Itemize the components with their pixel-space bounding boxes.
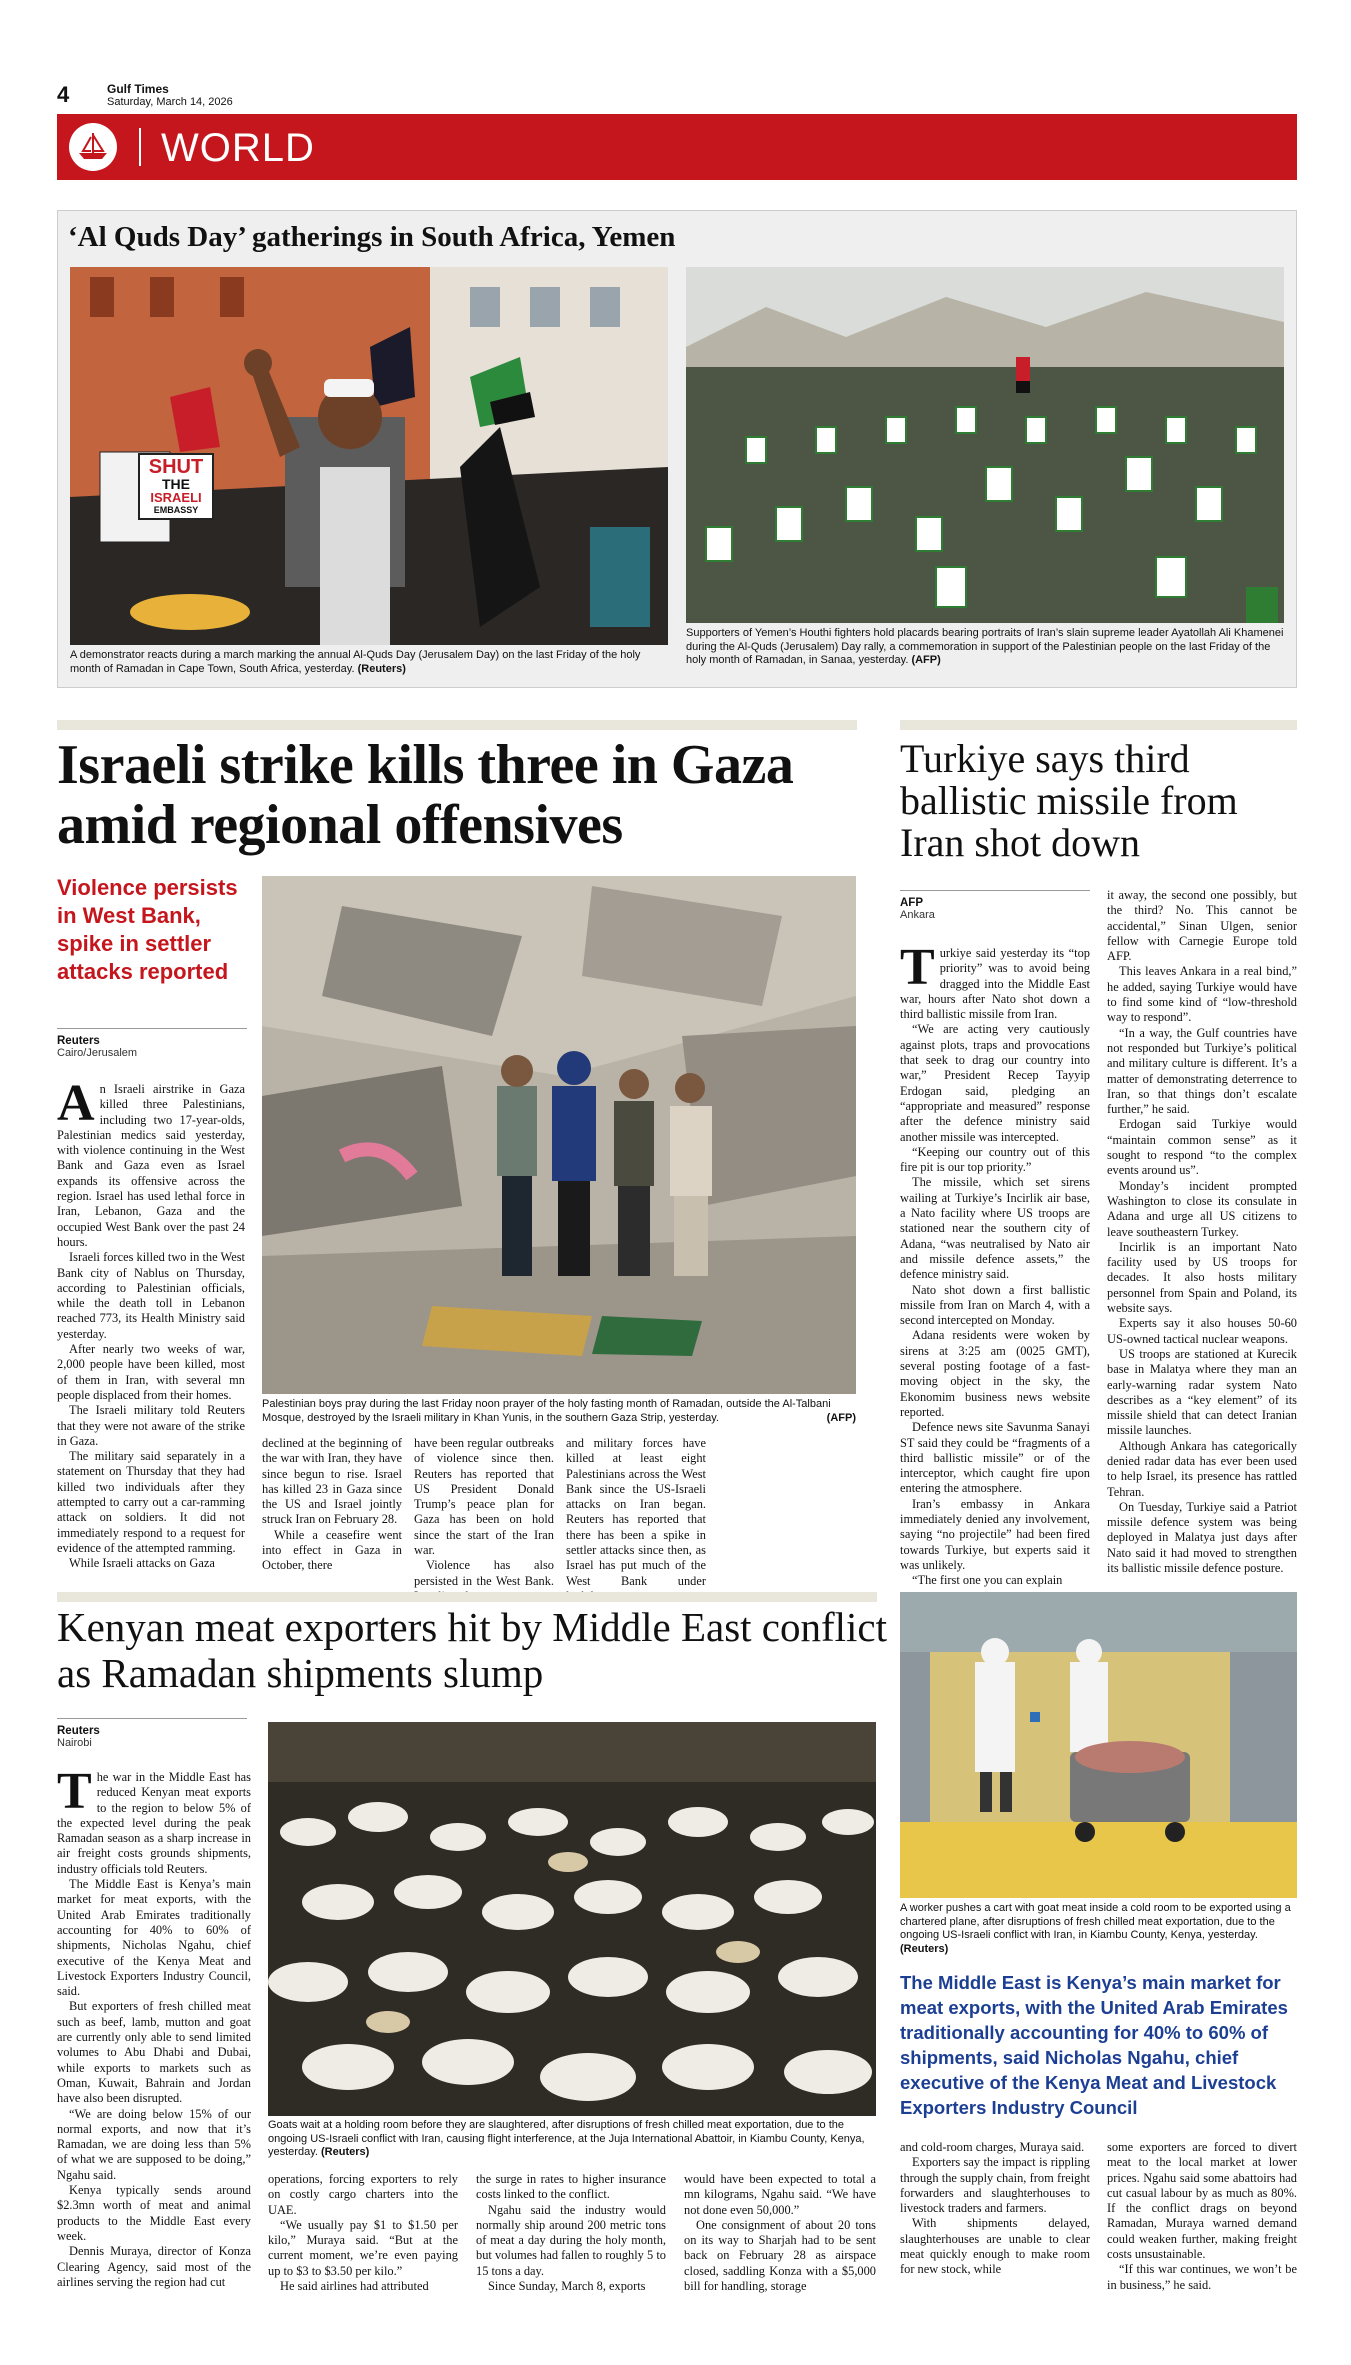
gaza-byline-name: Reuters bbox=[57, 1035, 100, 1047]
photo-cold-room-worker bbox=[900, 1592, 1297, 1898]
turkiye-c1-p6: Adana residents were woken by sirens at 3:25 am (0025 GMT), several posting footage of a fast-moving object in the sky, the Ekonomim business news website reported. bbox=[900, 1328, 1090, 1419]
right-photo-caption bbox=[686, 627, 1286, 668]
kenya-c2-p3: He said airlines had attributed bbox=[280, 2279, 429, 2294]
turkiye-c1-p7: Defence news site Savunma Sanayi ST said they could be “fragments of a third ballistic missile” or of the interceptor, which caught fire upon entering the atmosphere. bbox=[900, 1420, 1090, 1496]
side-caption-text: A worker pushes a cart with goat meat inside a cold room to be exported using a chartered plane, after disruptions of fresh chilled meat exportation, due to the ongoing US-Israeli conflict with Iran, in Kiambu County, Kenya, yesterday. bbox=[900, 1902, 1291, 1941]
kenya-c1-p5: Kenya typically sends around $2.3mn worth of meat and animal products to the Middle East every week. bbox=[57, 2183, 251, 2243]
issue-date: Saturday, March 14, 2026 bbox=[107, 96, 233, 108]
gaza-c1-p1: n Israeli airstrike in Gaza killed three Palestinians, including two 17-year-olds, Palestinian medics said yesterday, with violence continuing in the West Bank and Gaza even as Israel expands its offensive across the region. Israel has used lethal force in Iran, Lebanon, Gaza and the occupied West Bank over the past 24 hours. bbox=[57, 1082, 245, 1249]
section-title: WORLD bbox=[161, 126, 315, 170]
feature-box bbox=[57, 210, 1297, 688]
gaza-c2-p1: declined at the beginning of the war with Iran, they have since begun to rise. Israel has killed 23 in Gaza since the US and Israel jointly struck Iran on February 28. bbox=[262, 1436, 402, 1527]
kenya-c6-p1: some exporters are forced to divert meat to the local market at lower prices. Ngahu said some abattoirs had cut casual labour by as much as 80%. If the conflict drags on beyond Ramadan, Muraya warned demand could weaken further, making freight costs unsustainable. bbox=[1107, 2140, 1297, 2262]
turkiye-c1-p8: Iran’s embassy in Ankara immediately denied any involvement, saying “no projectile” had been fired towards Turkiye, but experts said it was unlikely. bbox=[900, 1496, 1090, 1572]
kenya-c1-p6: Dennis Muraya, director of Konza Clearing Agency, said most of the airlines serving the region had cut bbox=[57, 2244, 251, 2289]
gaza-c1-p5: The military said separately in a statement on Thursday that they had killed two individuals after they attempted to carry out a car-ramming attack on soldiers. It did not immediately respond to a request for evidence of the attempted ramming. bbox=[57, 1449, 245, 1555]
turkiye-c2-p3: “In a way, the Gulf countries have not responded but Turkiye’s political and military culture is different. It’s a matter of demonstrating deterrence to Iran, so that things don’t escalate further,” he said. bbox=[1107, 1025, 1297, 1117]
kenya-dateline: Nairobi bbox=[57, 1737, 92, 1749]
kenya-column-3 bbox=[476, 2172, 666, 2294]
turkiye-c2-p2: This leaves Ankara in a real bind,” he added, saying Turkiye would have to find some kind of “low-threshold way to respond”. bbox=[1107, 964, 1297, 1025]
kenya-column-2 bbox=[268, 2172, 458, 2294]
page-header bbox=[57, 82, 1297, 112]
sign-word-israeli: ISRAELI bbox=[150, 490, 202, 505]
gaza-photo-caption bbox=[262, 1398, 856, 1425]
turkiye-column-2 bbox=[1107, 888, 1297, 1576]
turkiye-c1-p9: “The first one you can explain bbox=[912, 1573, 1063, 1588]
side-caption-credit: (Reuters) bbox=[900, 1942, 949, 1955]
paper-name: Gulf Times bbox=[107, 82, 169, 96]
turkiye-c1-p1: urkiye said yesterday its “top priority” was to avoid being dragged into the Middle East war, hours after Nato shot down a third ballistic missile from Iran. bbox=[900, 946, 1090, 1022]
kenya-c2-p1: operations, forcing exporters to rely on costly cargo charters into the UAE. bbox=[268, 2172, 458, 2217]
gaza-byline bbox=[57, 1028, 247, 1059]
kenya-byline bbox=[57, 1718, 247, 1749]
kenya-c1-p2: The Middle East is Kenya’s main market for meat exports, with the United Arab Emirates traditionally accounting for 40% to 60% of shipments, Nicholas Ngahu, chief executive of the Kenya Meat and Livestock Exporters Industry Council, said. bbox=[57, 1877, 251, 1999]
kenya-c6-p2: “If this war continues, we won’t be in business,” he said. bbox=[1107, 2262, 1297, 2292]
kenya-c4-p2: One consignment of about 20 tons on its way to Sharjah had to be sent back on February 28 as airspace closed, saddling Konza with a $5,000 bill for handling, storage bbox=[684, 2217, 876, 2294]
kenya-dropcap: T bbox=[57, 1763, 92, 1820]
kenya-c1-p3: But exporters of fresh chilled meat such as beef, lamb, mutton and goat are currently only able to send limited volumes to Abu Dhabi and Dubai, while exports to markets such as Oman, Kuwait, Bahrain and Jordan have also been disrupted. bbox=[57, 1999, 251, 2106]
kenya-pullquote: The Middle East is Kenya’s main market for meat exports, with the United Arab Emirates traditionally accounting for 40% to 60% of shipments, said Nicholas Ngahu, chief executive of the Kenya Meat and Livestock Exporters Industry Council bbox=[900, 1972, 1288, 2118]
kenya-byline-name: Reuters bbox=[57, 1725, 100, 1737]
turkiye-byline bbox=[900, 890, 1090, 921]
turkiye-c1-p2: “We are acting very cautiously against plots, traps and provocations that seek to drag our country into war,” President Recep Tayyip Erdogan said, pledging an “appropriate and measured” response after the defence ministry said another missile was intercepted. bbox=[900, 1022, 1090, 1144]
turkiye-c2-p9: Although Ankara has categorically denied radar data has ever been used to help Israel, its presence has rattled Tehran. bbox=[1107, 1438, 1297, 1499]
turkiye-c2-p7: Experts say it also houses 50-60 US-owned tactical nuclear weapons. bbox=[1107, 1316, 1297, 1346]
gaza-column-2 bbox=[262, 1436, 402, 1574]
gaza-c1-p3: After nearly two weeks of war, 2,000 people have been killed, most of them in Iran, with several mn people displaced from their homes. bbox=[57, 1342, 245, 1402]
sign-word-shut: SHUT bbox=[148, 456, 204, 478]
page-number: 4 bbox=[57, 82, 70, 107]
turkiye-c2-p5: Monday’s incident prompted Washington to close its consulate in Adana and urge all US citizens to leave southeastern Turkey. bbox=[1107, 1178, 1297, 1239]
gaza-top-rule bbox=[57, 720, 857, 730]
kenya-photo-caption bbox=[268, 2119, 876, 2160]
gaza-c2-p2: While a ceasefire went into effect in Gaza in October, there bbox=[262, 1527, 402, 1573]
right-caption-text: Supporters of Yemen’s Houthi fighters hold placards bearing portraits of Iran’s slain supreme leader Ayatollah Ali Khamenei during the Al-Quds (Jerusalem) Day rally, a commemoration in support of the Palestinian people on the last Friday of the holy month of Ramadan, in Sanaa, yesterday. bbox=[686, 627, 1284, 666]
dhow-logo-icon bbox=[69, 123, 117, 171]
gaza-caption-text: Palestinian boys pray during the last Friday noon prayer of the holy fasting month of Ramadan, outside the Al-Talbani Mosque, destroyed by the Israeli military in Khan Yunis, in the southern Gaza Strip, yesterday. bbox=[262, 1398, 831, 1424]
kenya-caption-text: Goats wait at a holding room before they are slaughtered, after disruptions of fresh chilled meat exportation, due to the ongoing US-Israeli conflict with Iran, causing flight interference, at the Juja International Abattoir, in Kiambu County, Kenya, yesterday. bbox=[268, 2119, 865, 2158]
kenya-c5-p3: With shipments delayed, slaughterhouses are unable to clear meat quickly enough to make room for new stock, while bbox=[900, 2216, 1090, 2277]
turkiye-c1-p4: The missile, which set sirens wailing at Turkiye’s Incirlik air base, a Nato facility where US troops are stationed near the southern city of Adana, “was neutralised by Nato air and missile defence assets,” the defence ministry said. bbox=[900, 1175, 1090, 1282]
turkiye-top-rule bbox=[900, 720, 1297, 730]
gaza-c3-p1: have been regular outbreaks of violence since then. Reuters has reported that US President Donald Trump’s peace plan for Gaza has been on hold since the start of the Iran war. bbox=[414, 1436, 554, 1558]
gaza-c1-p6: While Israeli attacks on Gaza bbox=[69, 1556, 215, 1571]
gaza-column-1 bbox=[57, 1075, 245, 1572]
right-caption-credit: (AFP) bbox=[911, 654, 941, 666]
photo-sanaa-rally bbox=[686, 267, 1284, 623]
kenya-caption-credit: (Reuters) bbox=[321, 2146, 370, 2158]
section-banner bbox=[57, 114, 1297, 180]
gaza-subhead: Violence persists in West Bank, spike in settler attacks reported bbox=[57, 875, 238, 984]
gaza-c3-p2: Violence has also persisted in the West Bank. bbox=[414, 1558, 554, 1588]
section-divider bbox=[139, 128, 141, 166]
gaza-c4-p1: and military forces have killed at least eight Palestinians across the West Bank since the US-Israeli attacks on Iran began. Reuters has reported that there has been a spike in settler attacks since then, as Israel has put much of the West Bank under bbox=[566, 1436, 706, 1588]
gaza-column-4 bbox=[566, 1436, 706, 1604]
turkiye-dateline: Ankara bbox=[900, 909, 935, 921]
kenya-c1-p4: “We are doing below 15% of our normal exports, and now that it’s Ramadan, we are doing less than 5% of what we are supposed to be doing,” Ngahu said. bbox=[57, 2106, 251, 2182]
left-caption-text: A demonstrator reacts during a march marking the annual Al-Quds Day (Jerusalem Day) on the last Friday of the holy month of Ramadan in Cape Town, South Africa, yesterday. bbox=[70, 649, 641, 675]
left-photo-caption bbox=[70, 649, 670, 676]
feature-headline: ‘Al Quds Day’ gatherings in South Africa, Yemen bbox=[68, 221, 676, 253]
kenya-column-6 bbox=[1107, 2140, 1297, 2293]
turkiye-c2-p1: it away, the second one possibly, but the third? No. This cannot be accidental,” Sinan Ulgen, senior fellow with Carnegie Europe told AFP. bbox=[1107, 888, 1297, 964]
kenya-column-5 bbox=[900, 2140, 1090, 2278]
gaza-caption-credit: (AFP) bbox=[826, 1411, 856, 1424]
turkiye-c2-p4: Erdogan said Turkiye would “maintain common sense” as it sought to respond “to the complex events around us”. bbox=[1107, 1117, 1297, 1178]
turkiye-dropcap: T bbox=[900, 939, 935, 996]
kenya-column-1 bbox=[57, 1763, 251, 2290]
kenya-c3-p2: Ngahu said the industry would normally ship around 200 metric tons of meat a day during the holy month, but volumes had fallen to roughly 5 to 15 tons a day. bbox=[476, 2202, 666, 2278]
turkiye-column-1 bbox=[900, 939, 1090, 1588]
turkiye-byline-name: AFP bbox=[900, 897, 923, 909]
gaza-headline: Israeli strike kills three in Gaza amid regional offensives bbox=[57, 734, 794, 856]
turkiye-c2-p10: On Tuesday, Turkiye said a Patriot missile defence system was being deployed in Malatya just days after Nato said it had moved to strengthen its ballistic missile defence posture. bbox=[1107, 1499, 1297, 1576]
kenya-top-rule bbox=[57, 1592, 877, 1602]
gaza-dropcap: A bbox=[57, 1075, 95, 1132]
turkiye-c1-p5: Nato shot down a first ballistic missile from Iran on March 4, with a second intercepted on Monday. bbox=[900, 1282, 1090, 1328]
kenya-c4-p1: would have been expected to total a mn kilograms, Ngahu said. “We have not done even 50,000.” bbox=[684, 2172, 876, 2217]
kenya-c2-p2: “We usually pay $1 to $1.50 per kilo,” Muraya said. “But at the current moment, we’re even paying up to $3 to $3.50 per kilo.” bbox=[268, 2217, 458, 2278]
kenya-c5-p2: Exporters say the impact is rippling through the supply chain, from freight forwarders and slaughterhouses to livestock traders and farmers. bbox=[900, 2155, 1090, 2216]
kenya-c3-p3: Since Sunday, March 8, exports bbox=[488, 2279, 646, 2294]
side-photo-caption bbox=[900, 1902, 1297, 1956]
kenya-column-4 bbox=[684, 2172, 876, 2294]
gaza-dateline: Cairo/Jerusalem bbox=[57, 1047, 138, 1059]
turkiye-c1-p3: “Keeping our country out of this fire pit is our top priority.” bbox=[900, 1144, 1090, 1175]
photo-cape-town-march bbox=[70, 267, 668, 645]
left-caption-credit: (Reuters) bbox=[357, 662, 406, 675]
turkiye-c2-p8: US troops are stationed at Kurecik base in Malatya where they man an early-warning radar system Nato describes as a “key element” of its missile shield that can detect Iranian missile launches. bbox=[1107, 1346, 1297, 1438]
turkiye-c2-p6: Incirlik is an important Nato facility used by US troops for decades. It also hosts military personnel from Spain and Poland, its website says. bbox=[1107, 1239, 1297, 1316]
gaza-c1-p2: Israeli forces killed two in the West Bank city of Nablus on Thursday, according to Palestinian officials, while the death toll in Lebanon reached 773, its Health Ministry said yesterday. bbox=[57, 1250, 245, 1341]
sign-word-embassy: EMBASSY bbox=[153, 505, 199, 515]
sign-word-the: THE bbox=[162, 476, 190, 492]
protest-sign bbox=[138, 453, 214, 520]
kenya-c5-p1: and cold-room charges, Muraya said. bbox=[900, 2140, 1085, 2154]
photo-goats-holding-room bbox=[268, 1722, 876, 2116]
kenya-headline: Kenyan meat exporters hit by Middle East conflict as Ramadan shipments slump bbox=[57, 1604, 888, 1696]
turkiye-headline: Turkiye says third ballistic missile from Iran shot down bbox=[900, 736, 1238, 865]
kenya-c1-p1: he war in the Middle East has reduced Kenyan meat exports to the region to below 5% of the expected level during the peak Ramadan season as a sharp increase in air freight costs grounds shipments, industry officials told Reuters. bbox=[57, 1770, 251, 1876]
photo-gaza-boys-praying bbox=[262, 876, 856, 1394]
gaza-column-3 bbox=[414, 1436, 554, 1604]
gaza-c1-p4: The Israeli military told Reuters that they were not aware of the strike in Gaza. bbox=[57, 1403, 245, 1448]
kenya-c3-p1: the surge in rates to higher insurance costs linked to the conflict. bbox=[476, 2172, 666, 2202]
